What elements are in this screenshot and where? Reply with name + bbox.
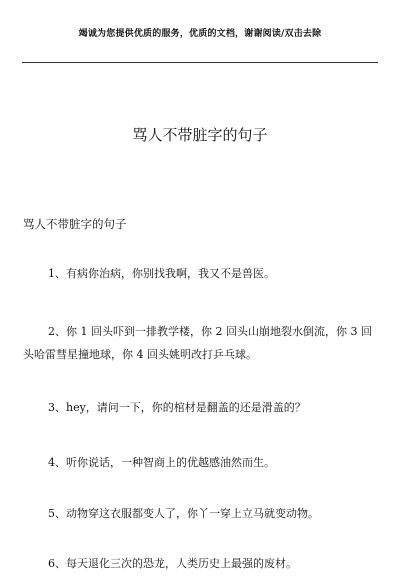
list-item: 4、听你说话，一种智商上的优越感油然而生。 <box>48 456 275 469</box>
list-item: 6、每天退化三次的恐龙，人类历史上最强的废材。 <box>48 557 297 570</box>
document-title: 骂人不带脏字的句子 <box>132 126 268 144</box>
header-divider <box>22 62 378 63</box>
document-subtitle: 骂人不带脏字的句子 <box>23 217 127 231</box>
list-item: 1、有病你治病，你别找我啊，我又不是兽医。 <box>48 267 275 280</box>
list-item: 5、动物穿这衣服都变人了，你丫一穿上立马就变动物。 <box>48 507 319 520</box>
header-note: 竭诚为您提供优质的服务，优质的文档，谢谢阅读/双击去除 <box>78 29 322 39</box>
list-item: 2、你 1 回头吓到一排教学楼，你 2 回头山崩地裂水倒流，你 3 回头哈雷彗星撞地球，你 4 回头姚明改打乒乓球。 <box>23 325 372 361</box>
list-item: 3、hey，请问一下，你的棺材是翻盖的还是滑盖的？ <box>48 401 306 414</box>
